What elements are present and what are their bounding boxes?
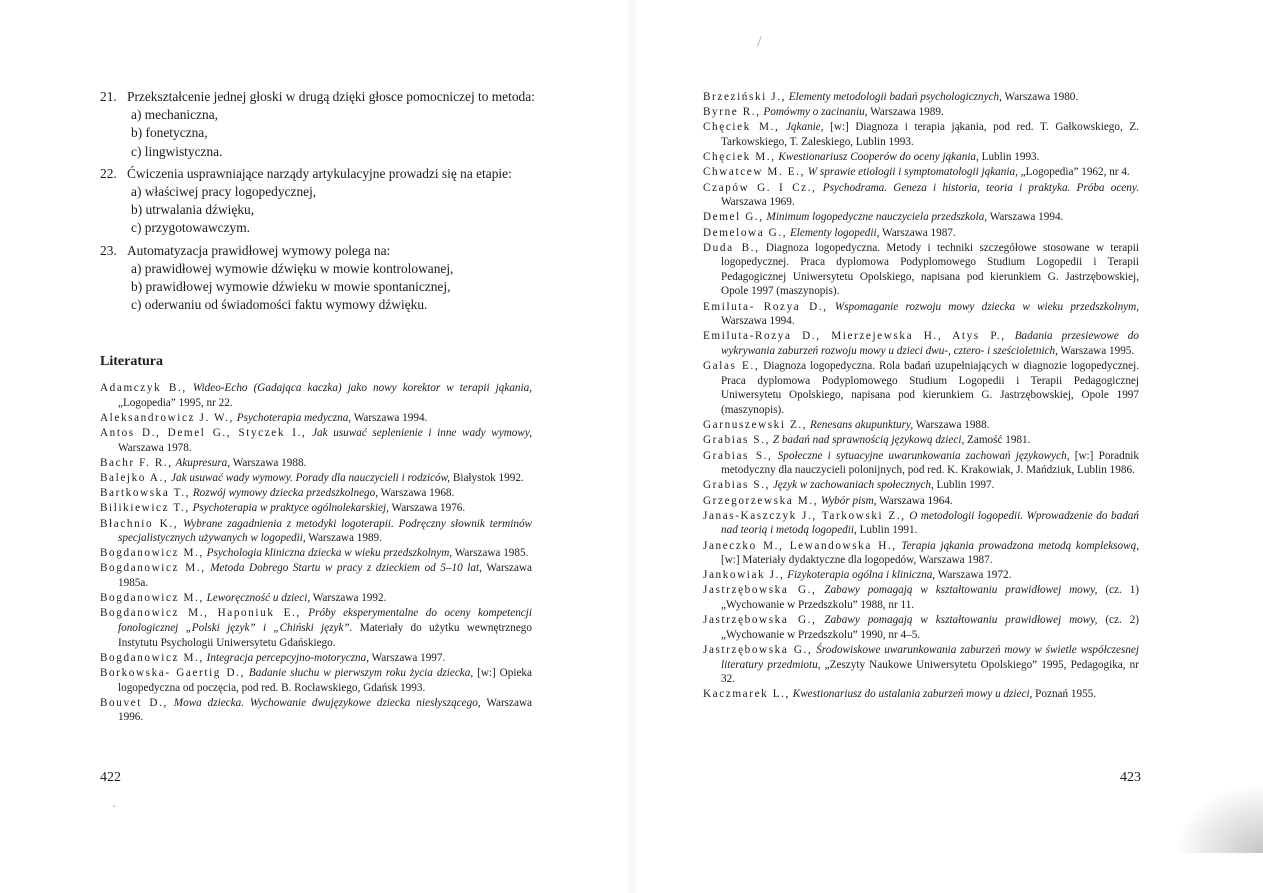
entry-details: [w:] Poradnik metodyczny dla nauczycieli polonijnych, pod red. K. Krakowiak, J. Mańdziuk, Lublin 1986.: [721, 449, 1140, 477]
entry-author: Balejko A.,: [100, 471, 169, 484]
bibliography-entry: [703, 120, 1139, 149]
bibliography-entry: [100, 411, 532, 426]
entry-title: Środowiskowe uwarunkowania zaburzeń mowy w świetle współczesnej literatury przedmiotu,: [721, 644, 1140, 671]
entry-details: „Logopedia” 1962, nr 4.: [1020, 166, 1130, 179]
bibliography-entry: [100, 561, 532, 590]
entry-details: Warszawa 1988.: [915, 419, 990, 432]
entry-details: Diagnoza logopedyczna. Rola badań uzupełniających w diagnozie logopedycznej. Praca dyplomowa Podyplomowego Studium Logopedii i Terapii Pedagogicznej Uniwersytetu Opolskiego, napisana pod kierunkiem G. Jastrzębowskiej, Opole 1997 (maszynopis).: [721, 360, 1139, 416]
entry-author: Grabias S.,: [703, 449, 773, 462]
entry-title: Psychoterapia medyczna,: [236, 411, 352, 424]
entry-author: Emiluta-Rozya D., Mierzejewska H., Atys P.,: [703, 330, 1006, 343]
entry-author: Bouvet D.,: [100, 696, 168, 709]
entry-details: „Logopedia” 1995, nr 22.: [118, 396, 233, 409]
question-text: Automatyzacja prawidłowej wymowy polega na:: [127, 242, 391, 258]
entry-title: Fizykoterapia ogólna i kliniczna,: [787, 569, 936, 582]
entry-title: Mowa dziecka. Wychowanie dwujęzykowe dziecka niesłyszącego,: [173, 696, 481, 709]
bibliography-entry: [703, 329, 1139, 358]
entry-details: [w:] Opieka logopedyczna od poczęcia, pod red. B. Rocławskiego, Gdańsk 1993.: [118, 667, 532, 694]
question-number: 21.: [100, 89, 117, 104]
bibliography-entry: [703, 643, 1139, 687]
bibliography-entry: [703, 165, 1139, 180]
entry-author: Czapów G. I Cz.,: [703, 181, 817, 194]
entry-details: (cz. 2) „Wychowanie w Przedszkolu” 1990, nr 4–5.: [721, 614, 1140, 641]
entry-author: Grabias S.,: [703, 479, 771, 492]
bibliography-entry: [100, 426, 532, 455]
entry-details: Poznań 1955.: [1035, 688, 1097, 701]
bibliography-entry: [703, 226, 1139, 241]
page-number-left: 422: [100, 770, 121, 785]
bibliography-entry: [703, 568, 1139, 583]
entry-author: Bogdanowicz M.,: [100, 547, 204, 560]
entry-author: Aleksandrowicz J. W.,: [100, 411, 234, 424]
entry-title: Język w zachowaniach społecznych,: [772, 479, 934, 492]
entry-author: Demel G.,: [703, 211, 764, 224]
entry-details: Warszawa 1968.: [380, 487, 455, 500]
entry-details: Diagnoza logopedyczna. Metody i techniki szczegółowe stosowane w terapii logopedycznej. Praca dyplomowa Podyplomowego Studium Logopedii i Terapii Pedagogicznej Uniwersytetu Opolskiego, napisana pod kierunkiem G. Jastrzębowskiej, Opole 1997 (maszynopis).: [721, 241, 1139, 298]
entry-details: Warszawa 1994.: [721, 315, 795, 328]
entry-title: W sprawie etiologii i symptomatologii jąkania,: [807, 166, 1018, 179]
entry-author: Chęciek M.,: [703, 151, 776, 164]
entry-details: Warszawa 1985.: [454, 547, 529, 560]
entry-author: Duda B.,: [703, 241, 760, 254]
entry-details: Warszawa 1996.: [118, 696, 532, 724]
entry-title: Jak usuwać seplenienie i inne wady wymowy,: [312, 426, 532, 439]
question-option: b) fonetyczna,: [131, 125, 208, 141]
entry-title: Minimum logopedyczne nauczyciela przedszkola,: [766, 211, 988, 224]
scan-speck: /: [757, 34, 762, 51]
page-number-right: 423: [1120, 770, 1141, 785]
entry-details: Warszawa 1995.: [1060, 345, 1135, 358]
entry-title: Psychodrama. Geneza i historia, teoria i praktyka. Próba oceny.: [822, 181, 1139, 194]
bibliography-entry: [703, 210, 1139, 225]
entry-title: Jak usuwać wady wymowy. Porady dla nauczycieli i rodziców,: [171, 471, 451, 484]
entry-author: Adamczyk B.,: [100, 382, 187, 394]
entry-title: Wspomaganie rozwoju mowy dziecka w wieku przedszkolnym,: [834, 300, 1140, 313]
bibliography-entry: [100, 666, 532, 695]
entry-title: Kwestionariusz Cooperów do oceny jąkania,: [778, 151, 979, 164]
entry-author: Jastrzębowska G.,: [703, 584, 817, 597]
entry-author: Antos D., Demel G., Styczek I.,: [100, 426, 307, 439]
entry-author: Błachnio K.,: [100, 517, 179, 530]
bibliography-entry: [703, 509, 1139, 538]
bibliography-right: [703, 90, 1139, 703]
bibliography-entry: [100, 471, 532, 486]
entry-author: Garnuszewski Z.,: [703, 419, 808, 432]
entry-title: Społeczne i sytuacyjne uwarunkowania zachowań językowych,: [777, 449, 1070, 462]
entry-title: Leworęczność u dzieci,: [206, 592, 311, 605]
entry-title: Elementy metodologii badań psychologicznych,: [788, 91, 1002, 103]
entry-author: Bartkowska T.,: [100, 487, 191, 500]
entry-author: Galas E.,: [703, 360, 760, 373]
bibliography-entry: [100, 606, 532, 650]
entry-author: Jankowiak J.,: [703, 569, 785, 582]
entry-title: Psychologia kliniczna dziecka w wieku przedszkolnym,: [206, 547, 453, 560]
entry-author: Bogdanowicz M., Haponiuk E.,: [100, 607, 301, 620]
bibliography-entry: [100, 517, 532, 546]
bibliography-entry: [703, 494, 1139, 509]
entry-title: Kwestionariusz do ustalania zaburzeń mowy u dzieci,: [792, 688, 1033, 701]
question-option: a) właściwej pracy logopedycznej,: [131, 184, 317, 200]
entry-details: Warszawa 1992.: [312, 592, 387, 605]
entry-author: Chęciek M.,: [703, 121, 780, 134]
entry-details: Warszawa 1969.: [721, 196, 795, 209]
bibliography-entry: [100, 486, 532, 501]
entry-author: Emiluta- Rozya D.,: [703, 300, 828, 313]
entry-title: Pomówmy o zacinaniu,: [763, 106, 868, 119]
entry-details: [w:] Materiały dydaktyczne dla logopedów, Warszawa 1987.: [721, 554, 993, 567]
entry-author: Janeczko M., Lewandowska H.,: [703, 539, 897, 552]
bibliography-entry: [100, 696, 532, 725]
bibliography-entry: [703, 150, 1139, 165]
question-option: b) utrwalania dźwięku,: [131, 202, 255, 218]
question-option: a) prawidłowej wymowie dźwięku w mowie kontrolowanej,: [131, 260, 454, 276]
entry-author: Janas-Kaszczyk J., Tarkowski Z.,: [703, 509, 906, 522]
entry-author: Chwatcew M. E.,: [703, 166, 805, 179]
entry-title: Integracja percepcyjno-motoryczna,: [206, 651, 370, 664]
entry-details: Warszawa 1994.: [989, 211, 1064, 224]
corner-shadow: [1173, 783, 1263, 853]
entry-author: Bogdanowicz M.,: [100, 592, 204, 605]
entry-title: Wybór pism,: [820, 494, 877, 507]
question-option: c) oderwaniu od świadomości faktu wymowy dźwięku.: [131, 297, 428, 313]
question-item: [100, 88, 540, 161]
entry-author: Demelowa G.,: [703, 226, 788, 239]
entry-title: Elementy logopedii,: [789, 226, 880, 239]
entry-author: Kaczmarek L.,: [703, 688, 790, 701]
bibliography-entry: [100, 501, 532, 516]
bibliography-entry: [100, 591, 532, 606]
entry-author: Bilikiewicz T.,: [100, 502, 190, 515]
bibliography-entry: [703, 478, 1139, 493]
entry-details: Warszawa 1976.: [391, 502, 466, 515]
entry-author: Brzeziński J.,: [703, 91, 786, 103]
entry-title: Akupresura,: [175, 456, 231, 469]
question-item: [100, 242, 540, 315]
entry-title: Badanie słuchu w pierwszym roku życia dziecka,: [248, 667, 474, 679]
entry-details: Warszawa 1989.: [308, 532, 382, 545]
bibliography-entry: [703, 300, 1139, 329]
question-option: b) prawidłowej wymowie dźwieku w mowie spontanicznej,: [131, 279, 451, 295]
bibliography-entry: [100, 381, 532, 410]
entry-author: Jastrzębowska G.,: [703, 614, 817, 627]
entry-details: Lublin 1997.: [936, 479, 995, 492]
scan-speck: ·: [112, 800, 117, 815]
entry-title: O metodologii logopedii. Wprowadzenie do badań nad teorią i metodą logopedii,: [721, 509, 1139, 537]
entry-details: Zamość 1981.: [967, 434, 1031, 447]
entry-author: Grabias S.,: [703, 434, 771, 447]
entry-title: Badania przesiewowe do wykrywania zaburzeń rozwoju mowy u dzieci dwu-, cztero- i sześcioletnich,: [721, 330, 1139, 358]
bibliography-left: [100, 381, 532, 726]
entry-author: Byrne R.,: [703, 106, 761, 119]
entry-author: Bachr F. R.,: [100, 456, 173, 469]
entry-details: Warszawa 1997.: [371, 651, 446, 664]
question-option: c) lingwistyczna.: [131, 143, 223, 159]
bibliography-entry: [703, 433, 1139, 448]
question-number: 22.: [100, 165, 117, 181]
entry-title: Metoda Dobrego Startu w pracy z dzieckiem od 5–10 lat,: [210, 562, 482, 575]
bibliography-entry: [703, 613, 1139, 642]
bibliography-entry: [703, 359, 1139, 417]
entry-details: Lublin 1993.: [981, 151, 1040, 164]
bibliography-entry: [100, 546, 532, 561]
entry-details: Warszawa 1985a.: [118, 562, 532, 590]
entry-author: Borkowska- Gaertig D.,: [100, 667, 245, 679]
entry-details: (cz. 1) „Wychowanie w Przedszkolu” 1988, nr 11.: [721, 584, 1140, 612]
bibliography-entry: [703, 449, 1139, 478]
question-option: c) przygotowawczym.: [131, 220, 250, 236]
entry-title: Terapia jąkania prowadzona metodą kompleksową,: [901, 539, 1139, 552]
entry-title: Zabawy pomagają w kształtowaniu prawidłowej mowy,: [824, 584, 1098, 597]
entry-author: Grzegorzewska M.,: [703, 494, 819, 507]
entry-details: Warszawa 1964.: [879, 494, 953, 507]
question-option: a) mechaniczna,: [131, 107, 218, 123]
entry-details: „Zeszyty Naukowe Uniwersytetu Opolskiego” 1995, Pedagogika, nr 32.: [721, 658, 1140, 686]
entry-title: Wideo-Echo (Gadająca kaczka) jako nowy korektor w terapii jąkania,: [192, 382, 532, 394]
entry-details: Warszawa 1987.: [882, 226, 956, 239]
entry-details: Warszawa 1988.: [232, 456, 307, 469]
left-page: [0, 0, 631, 893]
entry-title: Jąkanie,: [785, 121, 824, 134]
right-page: [631, 0, 1263, 893]
section-heading: Literatura: [100, 354, 163, 369]
entry-details: Materiały do użytku wewnętrznego Instytutu Psychologii Uniwersytetu Gdańskiego.: [118, 622, 532, 649]
bibliography-entry: [100, 651, 532, 666]
entry-title: Rozwój wymowy dziecka przedszkolnego,: [192, 487, 379, 500]
entry-author: Bogdanowicz M.,: [100, 651, 204, 664]
question-item: [100, 165, 540, 238]
entry-details: Warszawa 1994.: [353, 411, 428, 424]
entry-details: Warszawa 1978.: [118, 441, 192, 454]
entry-details: Warszawa 1980.: [1004, 91, 1079, 103]
entry-author: Bogdanowicz M.,: [100, 562, 206, 575]
bibliography-entry: [703, 583, 1139, 612]
bibliography-entry: [703, 418, 1139, 433]
entry-title: Wybrane zagadnienia z metodyki logoterapii. Podręczny słownik terminów specjalistycznych używanych w logopedii,: [118, 517, 532, 545]
entry-details: Białystok 1992.: [452, 471, 524, 484]
bibliography-entry: [703, 90, 1139, 105]
bibliography-entry: [100, 456, 532, 471]
entry-details: Warszawa 1989.: [870, 106, 944, 119]
question-number: 23.: [100, 242, 117, 258]
entry-title: Zabawy pomagają w kształtowaniu prawidłowej mowy,: [824, 614, 1098, 627]
entry-title: Z badań nad sprawnością językową dzieci,: [772, 434, 965, 447]
bibliography-entry: [703, 241, 1139, 299]
questions-list: [100, 88, 540, 318]
bibliography-entry: [703, 181, 1139, 210]
entry-details: Lublin 1991.: [859, 524, 918, 537]
bibliography-entry: [703, 687, 1139, 702]
entry-title: Psychoterapia w praktyce ogólnolekarskiej,: [192, 502, 389, 515]
bibliography-entry: [703, 539, 1139, 568]
entry-title: Próby eksperymentalne do oceny kompetencji fonologicznej „Polski język” i „Chiński język”.: [118, 607, 532, 635]
question-text: Przekształcenie jednej głoski w drugą dzięki głosce pomocniczej to metoda:: [127, 89, 535, 104]
entry-title: Renesans akupunktury,: [810, 419, 914, 432]
entry-details: [w:] Diagnoza i terapia jąkania, pod red. T. Gałkowskiego, Z. Tarkowskiego, T. Zaleskiego, Lublin 1993.: [721, 121, 1139, 148]
bibliography-entry: [703, 105, 1139, 120]
entry-details: Warszawa 1972.: [937, 569, 1012, 582]
question-text: Ćwiczenia usprawniające narządy artykulacyjne prowadzi się na etapie:: [127, 165, 512, 181]
entry-author: Jastrzębowska G.,: [703, 644, 813, 657]
